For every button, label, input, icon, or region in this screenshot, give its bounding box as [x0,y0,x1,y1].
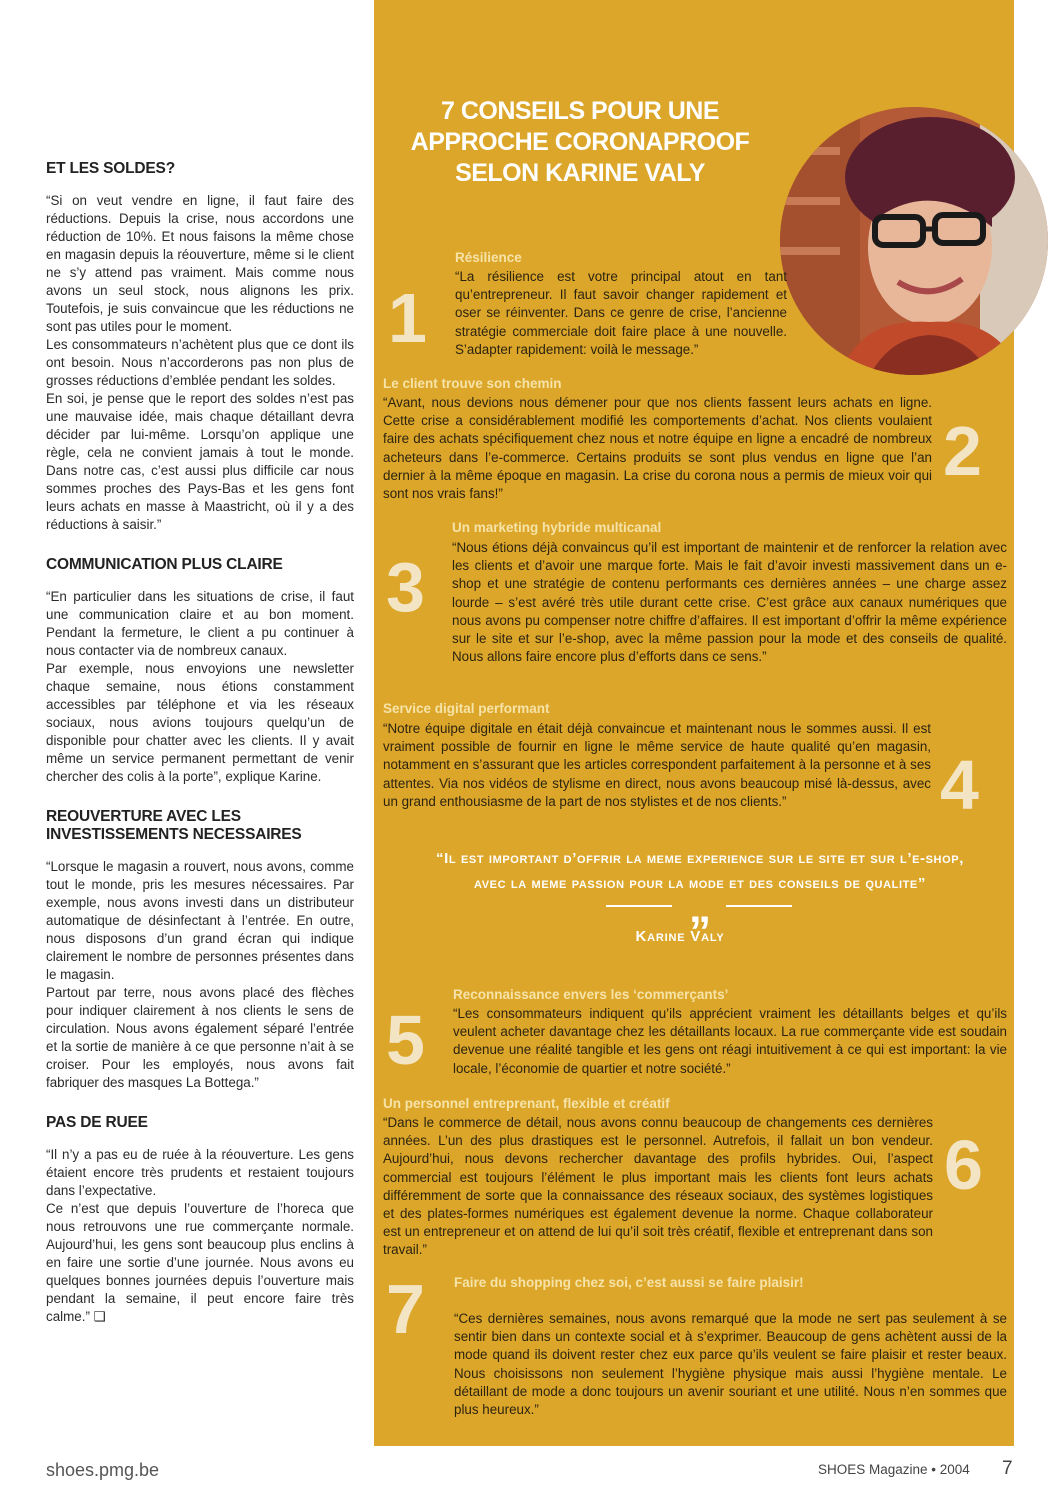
page-number: 7 [1002,1458,1013,1479]
quote-rule-left [606,905,672,907]
footer-magazine: SHOES Magazine • 2004 [818,1462,970,1477]
tip-number-1: 1 [388,279,427,357]
tip-number-4: 4 [940,746,979,824]
section-soldes [46,160,354,534]
paragraph: Partout par terre, nous avons placé des flèches pour indiquer clairement à nos clients le sens de circulation. Nous avons également séparé l’entrée et la sortie de manière à ce que personne n’ait à se croiser. Pour les employés, nous avons fait fabriquer des masques La Bottega.” [46,985,354,1090]
portrait-image [780,107,1048,375]
paragraph: “Il n’y a pas eu de ruée à la réouverture. Les gens étaient encore très prudents et restaient toujours dans l’expectative. [46,1147,354,1198]
tip-text-5: “Les consommateurs indiquent qu’ils apprécient vraiment les détaillants belges et qu’ils veulent acheter davantage chez les détaillants locaux. La rue commerçante vide est soudain devenue une réalité tangible et les gens ont réagi intuitivement à ce qui est important: la vie locale, l’économie de quartier et notre société.” [453,1006,1007,1076]
section-communication [46,556,354,786]
paragraph: “Si on veut vendre en ligne, il faut faire des réductions. Depuis la crise, nous accordons une réduction de 10%. Et nous faisons la même chose en magasin depuis la réouverture, même si le client ne s’y attend pas vraiment. Mais comme nous avons un seul stock, nous alignons les prix. Toutefois, je suis convaincue que les réductions ne sont pas utiles pour le moment. [46,193,354,334]
tip-heading-6: Un personnel entreprenant, flexible et créatif [383,1096,670,1111]
tip-number-3: 3 [386,548,425,626]
tip-text-6: “Dans le commerce de détail, nous avons connu beaucoup de changements ces dernières années. L’un des plus drastiques est le personnel. Autrefois, il fallait un bon vendeur. Aujourd’hui, nous devons rechercher davantage des profils hybrides. Oui, l’aspect commercial est toujours l’élément le plus important mais les clients font leurs achats différemment de sorte que la connaissance des réseaux sociaux, des systèmes logistiques et des plates-formes numériques est également devenue la norme. Chaque collaborateur est un entrepreneur et on attend de lui qu’il soit très créatif, flexible et entreprenant dans son travail.” [383,1115,933,1258]
section-reouverture [46,808,354,1092]
tip-text-3: “Nous étions déjà convaincus qu’il est important de maintenir et de renforcer la relation avec les clients et d’avoir une marque forte. Mais le fait d’avoir investi massivement dans un e-shop et une stratégie de contenu performants ces dernières années – une charge assez lourde – s’est avéré très utile durant cette crise. C’est grâce aux canaux numériques que nous avons pu compenser notre chiffre d’affaires. Il est important d’offrir la même expérience sur le site et sur l’e-shop, avec la même passion pour la mode et des conseils de qualité. Nous allons faire encore plus d’efforts dans ce sens.” [452,540,1007,665]
pull-quote: “Il est important d’offrir la meme experience sur le site et sur l’e-shop, avec la meme passion pour la mode et des conseils de qualite” [436,850,964,892]
paragraph: Par exemple, nous envoyions une newsletter chaque semaine, nous étions constamment accessibles par téléphone et via les réseaux sociaux, nous avions toujours quelqu’un de disponible pour chatter avec les clients. Il y avait même un service permanent permettant de venir chercher des colis à la porte”, explique Karine. [46,661,354,784]
left-column [46,160,354,1348]
tip-number-7: 7 [386,1270,425,1348]
tip-number-6: 6 [944,1126,983,1204]
tip-heading-4: Service digital performant [383,701,550,716]
tip-heading-5: Reconnaissance envers les ‘commerçants’ [453,987,729,1002]
paragraph: Les consommateurs n’achètent plus que ce dont ils ont besoin. Nous n’accorderons pas non plus de grosses réductions d’emblée pendant les soldes. [46,337,354,388]
paragraph: “En particulier dans les situations de crise, il faut une communication claire et au bon moment. Pendant la fermeture, le client a pu continuer à nous contacter via de nombreux canaux. [46,589,354,658]
tip-heading-2: Le client trouve son chemin [383,376,562,391]
tip-text-7: “Ces dernières semaines, nous avons remarqué que la mode ne sert pas seulement à se sentir bien dans un contexte social et à s’exprimer. Beaucoup de gens achètent aussi de la mode quand ils doivent rester chez eux parce qu’ils veulent se faire plaisir et rester beaux. Nous choisissons non seulement l’hygiène physique mais aussi l’hygiène mentale. Le détaillant de mode a donc toujours un avenir souriant et une utilité. Nous n’en sommes que plus heureux.” [454,1311,1007,1418]
tip-text-2: “Avant, nous devions nous démener pour que nos clients fassent leurs achats en ligne. Cette crise a considérablement modifié les comportements d’achat. Nos clients voulaient faire des achats spécifiquement chez nous et notre équipe en ligne a encadré de nombreux acheteurs dans l’e-commerce. Certains produits se sont plus vendus en ligne que l’an dernier à la même époque en magasin. La crise du corona nous a permis de mieux voir qui sont nos vrais fans!” [383,395,932,502]
section-heading: ET LES SOLDES? [46,160,175,177]
portrait-photo [780,107,1048,375]
paragraph: “Lorsque le magasin a rouvert, nous avons, comme tout le monde, pris les mesures nécessaires. Par exemple, nous avons investi dans un distributeur automatique de désinfectant à l’entrée. En outre, nous disposons d’un grand écran qui indique clairement le nombre de personnes présentes dans le magasin. [46,859,354,982]
tip-number-5: 5 [386,1001,425,1079]
footer-website[interactable]: shoes.pmg.be [46,1460,160,1480]
paragraph: En soi, je pense que le report des soldes n’est pas une mauvaise idée, mais chaque détaillant devra décider par lui-même. Lorsqu’on applique une règle, cela ne convient jamais à tout le monde. Dans notre cas, c’est aussi plus difficile car nous sommes proches des Pays-Bas et les gens font leurs achats en masse à Maastricht, où il y a des réductions à saisir.” [46,391,354,532]
tip-number-2: 2 [943,412,982,490]
section-heading: PAS DE RUEE [46,1114,148,1131]
quote-rule-right [726,905,792,907]
tip-heading-3: Un marketing hybride multicanal [452,520,662,535]
quote-mark-icon: „ [689,883,711,932]
panel-title: 7 CONSEILS POUR UNE APPROCHE CORONAPROOF SELON KARINE VALY [410,97,750,187]
tip-text-4: “Notre équipe digitale en était déjà convaincue et maintenant nous le sommes aussi. Il est vraiment possible de fournir en ligne le même service de haute qualité qu’en magasin, notamment en s’assurant que les articles correspondent parfaitement à la personne et à ses attentes. Via nos vidéos de stylisme en direct, nous avons beaucoup misé là-dessus, avec un grand enthousiasme de la part de nos stylistes et de nos clients.” [383,721,931,809]
tip-heading-7: Faire du shopping chez soi, c’est aussi se faire plaisir! [454,1275,804,1290]
section-heading: REOUVERTURE AVEC LES INVESTISSEMENTS NECESSAIRES [46,808,302,843]
tip-heading-1: Résilience [455,250,522,265]
section-heading: COMMUNICATION PLUS CLAIRE [46,556,283,573]
tip-text-1: “La résilience est votre principal atout en tant qu’entrepreneur. Il faut savoir changer rapidement et oser se réinventer. Dans ce genre de crise, l’ancienne stratégie commerciale doit faire place à une nouvelle. S’adapter rapidement: voilà le message.” [455,269,787,357]
paragraph: Ce n’est que depuis l’ouverture de l’horeca que nous retrouvons une rue commerçante normale. Aujourd’hui, les gens sont beaucoup plus enclins à en faire une sortie d’une journée. Nous avons eu quelques bonnes journées depuis l’ouverture mais pendant la semaine, il peut encore faire très calme.” ❑ [46,1201,354,1324]
section-pas-de-ruee [46,1114,354,1326]
quote-author: Karine Valy [635,928,725,945]
